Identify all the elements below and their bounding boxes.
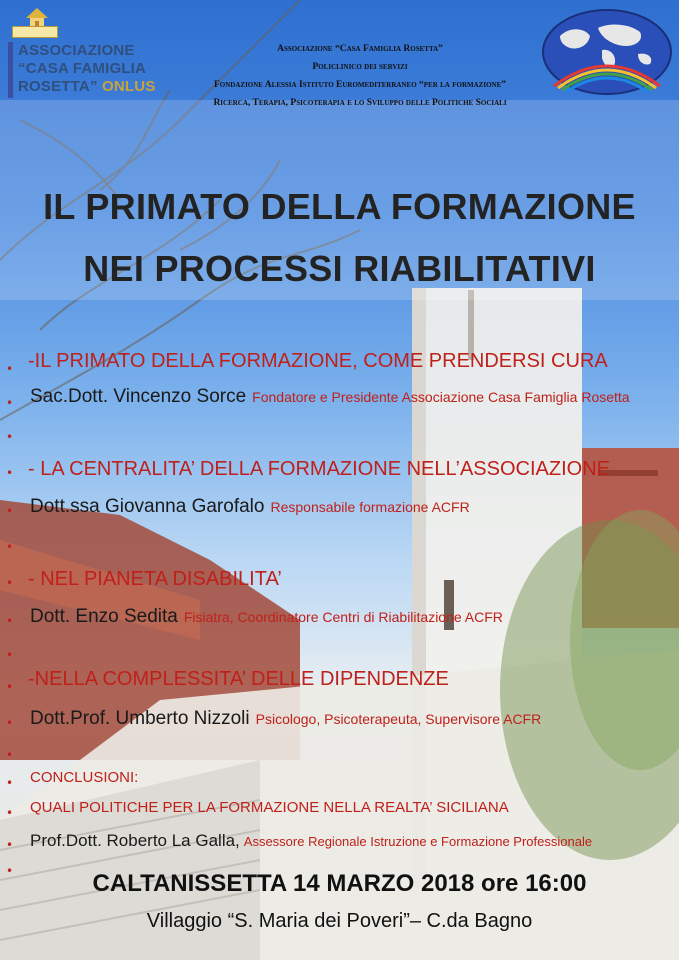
header-line-2: Policlinico dei servizi <box>312 62 408 72</box>
bullet: • <box>6 748 14 762</box>
association-logo <box>0 0 180 100</box>
speaker-4 <box>30 708 541 730</box>
title-line-2: NEI PROCESSI RIABILITATIVI <box>83 248 596 289</box>
assoc-line-1: ASSOCIAZIONE <box>18 42 135 59</box>
logo-bar <box>8 42 13 98</box>
speaker-role: Fisiatra, Coordinatore Centri di Riabilitazione ACFR <box>183 609 503 625</box>
topic-1: -IL PRIMATO DELLA FORMAZIONE, COME PRENDERSI CURA <box>28 350 608 372</box>
bullet: • <box>6 504 14 518</box>
header-organizations <box>170 40 550 112</box>
conclusions-label: CONCLUSIONI: <box>30 769 139 786</box>
header-line-4: Ricerca, Terapia, Psicoterapia e lo Sviluppo delle Politiche Sociali <box>213 98 507 108</box>
speaker-name: Dott. Enzo Sedita <box>30 606 178 627</box>
speaker-name: Dott.ssa Giovanna Garofalo <box>30 496 265 517</box>
bullet: • <box>6 776 14 790</box>
assoc-line-2: “CASA FAMIGLIA <box>18 60 147 77</box>
speaker-role: Psicologo, Psicoterapeuta, Supervisore ACFR <box>255 711 542 727</box>
assoc-name-rosetta: ROSETTA” <box>18 78 98 95</box>
event-date: CALTANISSETTA 14 MARZO 2018 ore 16:00 <box>92 870 587 897</box>
header-line-1: Associazione “Casa Famiglia Rosetta” <box>277 44 443 54</box>
topic-2: - LA CENTRALITA’ DELLA FORMAZIONE NELL’ASSOCIAZIONE <box>28 458 610 480</box>
bullet: • <box>6 864 14 878</box>
bullet: • <box>6 614 14 628</box>
title-line-1: IL PRIMATO DELLA FORMAZIONE <box>43 186 636 227</box>
bullet: • <box>6 648 14 662</box>
bullet: • <box>6 430 14 444</box>
event-place: Villaggio “S. Maria dei Poveri”– C.da Bagno <box>146 910 533 932</box>
speaker-role: Assessore Regionale Istruzione e Formazione Professionale <box>243 834 593 849</box>
header-line-3: Fondazione Alessia Istituto Euromediterraneo “per la formazione” <box>213 80 506 90</box>
bullet: • <box>6 680 14 694</box>
bullet: • <box>6 838 14 852</box>
assoc-onlus: ONLUS <box>102 78 156 95</box>
topic-3: - NEL PIANETA DISABILITA’ <box>28 568 282 590</box>
speaker-role: Responsabile formazione ACFR <box>270 499 470 515</box>
speaker-name: Sac.Dott. Vincenzo Sorce <box>30 386 247 407</box>
bullet: • <box>6 576 14 590</box>
bullet: • <box>6 466 14 480</box>
bullet: • <box>6 540 14 554</box>
topic-4: -NELLA COMPLESSITA’ DELLE DIPENDENZE <box>28 668 449 690</box>
speaker-5 <box>30 831 592 851</box>
bullet: • <box>6 716 14 730</box>
bullet: • <box>6 806 14 820</box>
speaker-1 <box>30 386 630 408</box>
speaker-2 <box>30 496 470 518</box>
logo-caption <box>12 26 58 38</box>
speaker-name: Dott.Prof. Umberto Nizzoli <box>30 708 250 729</box>
speaker-name: Prof.Dott. Roberto La Galla, <box>30 831 240 850</box>
bullet: • <box>6 396 14 410</box>
speaker-3 <box>30 606 503 628</box>
bullet: • <box>6 362 14 376</box>
speaker-role: Fondatore e Presidente Associazione Casa Famiglia Rosetta <box>252 389 630 405</box>
assoc-line-3 <box>18 78 156 95</box>
conclusions-text: QUALI POLITICHE PER LA FORMAZIONE NELLA REALTA’ SICILIANA <box>30 799 509 816</box>
globe-rainbow-logo <box>540 6 674 98</box>
